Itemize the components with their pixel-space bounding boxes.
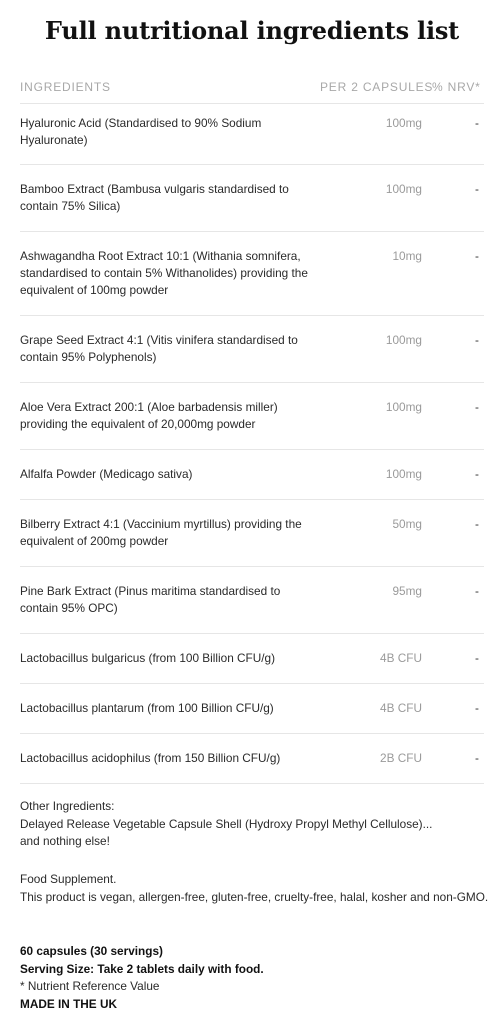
ingredient-amount: 2B CFU <box>380 751 422 765</box>
divider <box>20 633 484 634</box>
origin-label: MADE IN THE UK <box>20 996 117 1011</box>
ingredient-name: Ashwagandha Root Extract 10:1 (Withania somnifera, standardised to contain 5% Withanolides) providing the equivalent of 100mg powder <box>20 249 308 297</box>
ingredient-nrv: - <box>475 467 479 481</box>
divider <box>20 231 484 232</box>
ingredient-name: Lactobacillus plantarum (from 100 Billion CFU/g) <box>20 701 274 715</box>
ingredient-amount: 4B CFU <box>380 651 422 665</box>
divider <box>20 683 484 684</box>
other-ingredients-heading: Other Ingredients: <box>20 799 115 813</box>
ingredient-name: Lactobacillus bulgaricus (from 100 Billion CFU/g) <box>20 651 276 665</box>
ingredient-amount: 10mg <box>392 249 422 263</box>
capsule-count: 60 capsules (30 servings) <box>20 944 163 958</box>
divider <box>20 382 484 383</box>
divider <box>20 733 484 734</box>
ingredient-nrv: - <box>475 751 479 765</box>
ingredient-nrv: - <box>475 584 479 598</box>
food-supplement-text: This product is vegan, allergen-free, gluten-free, cruelty-free, halal, kosher and non-GMO. <box>20 889 489 904</box>
ingredient-name: Pine Bark Extract (Pinus maritima standardised to contain 95% OPC) <box>20 584 281 615</box>
other-ingredients-section <box>20 798 490 851</box>
divider <box>20 783 484 784</box>
page-title: Full nutritional ingredients list <box>44 16 460 45</box>
divider <box>20 449 484 450</box>
column-header-nrv: % NRV* <box>432 80 481 94</box>
ingredient-amount: 100mg <box>385 116 422 130</box>
food-supplement-section <box>20 871 490 906</box>
divider <box>20 164 484 165</box>
ingredient-nrv: - <box>475 517 479 531</box>
divider <box>20 103 484 104</box>
ingredient-nrv: - <box>475 182 479 196</box>
ingredient-amount: 100mg <box>385 400 422 414</box>
ingredient-name: Bilberry Extract 4:1 (Vaccinium myrtillus) providing the equivalent of 200mg powder <box>20 517 302 548</box>
ingredient-name: Bamboo Extract (Bambusa vulgaris standardised to contain 75% Silica) <box>20 182 289 213</box>
ingredient-nrv: - <box>475 701 479 715</box>
ingredient-amount: 100mg <box>385 467 422 481</box>
product-details-section <box>20 943 490 1013</box>
column-header-ingredients: INGREDIENTS <box>20 80 111 94</box>
ingredient-name: Aloe Vera Extract 200:1 (Aloe barbadensis miller) providing the equivalent of 20,000mg powder <box>20 400 278 431</box>
ingredient-name: Hyaluronic Acid (Standardised to 90% Sodium Hyaluronate) <box>20 116 262 147</box>
divider <box>20 499 484 500</box>
nrv-footnote: * Nutrient Reference Value <box>20 979 160 994</box>
divider <box>20 315 484 316</box>
ingredient-amount: 100mg <box>385 182 422 196</box>
ingredient-name: Grape Seed Extract 4:1 (Vitis vinifera standardised to contain 95% Polyphenols) <box>20 333 298 364</box>
serving-size: Serving Size: Take 2 tablets daily with food. <box>20 961 264 976</box>
ingredient-nrv: - <box>475 333 479 347</box>
ingredient-nrv: - <box>475 400 479 414</box>
food-supplement-heading: Food Supplement. <box>20 872 117 886</box>
column-header-per-serving: PER 2 CAPSULES <box>320 80 434 94</box>
ingredient-nrv: - <box>475 249 479 263</box>
ingredient-amount: 50mg <box>392 517 422 531</box>
ingredient-amount: 4B CFU <box>380 701 422 715</box>
ingredient-name: Alfalfa Powder (Medicago sativa) <box>20 467 193 481</box>
ingredient-nrv: - <box>475 116 479 130</box>
ingredient-name: Lactobacillus acidophilus (from 150 Billion CFU/g) <box>20 751 281 765</box>
ingredient-amount: 95mg <box>392 584 422 598</box>
other-ingredients-note: and nothing else! <box>20 834 110 849</box>
ingredient-amount: 100mg <box>385 333 422 347</box>
ingredient-nrv: - <box>475 651 479 665</box>
divider <box>20 566 484 567</box>
other-ingredients-text: Delayed Release Vegetable Capsule Shell (Hydroxy Propyl Methyl Cellulose)... <box>20 816 433 831</box>
